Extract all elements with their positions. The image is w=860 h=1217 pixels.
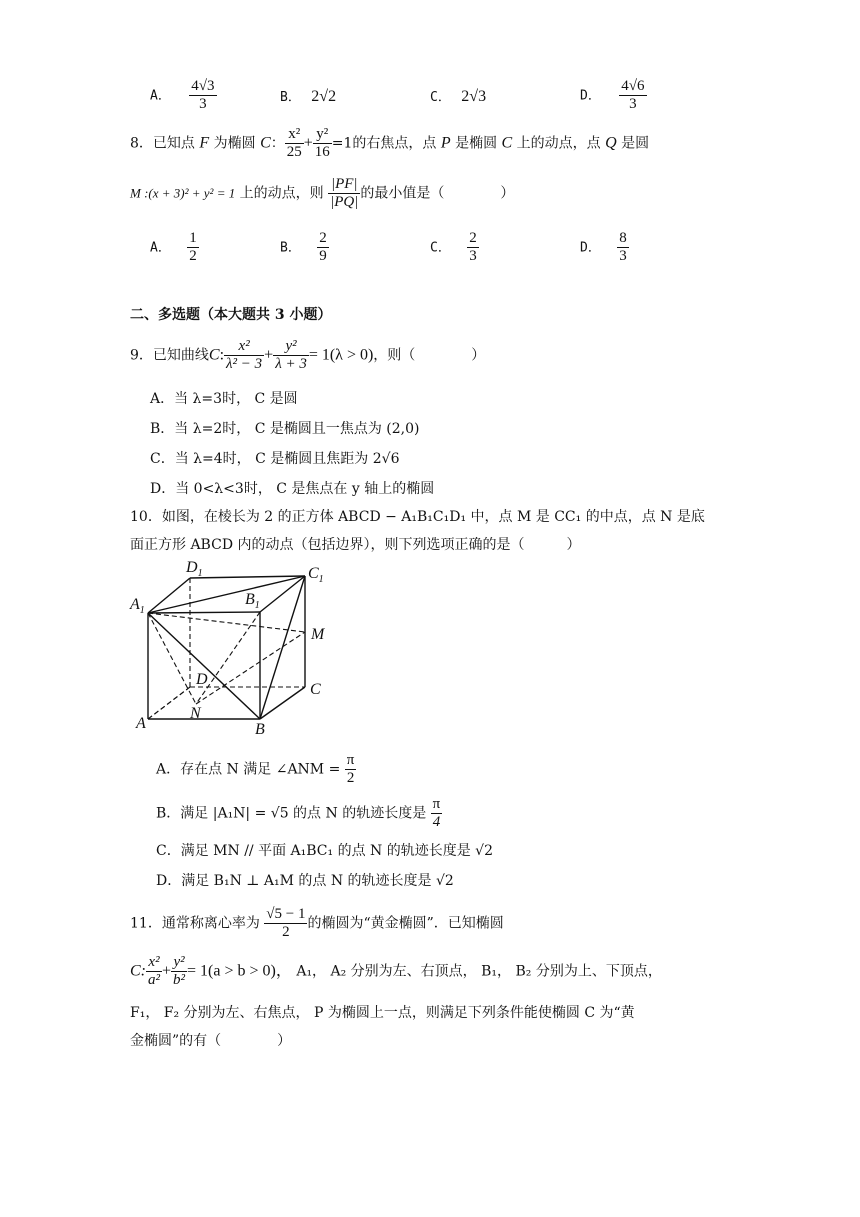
q9-x-num: x²: [224, 338, 264, 356]
q8-d-frac: [617, 230, 629, 265]
q10-a-num: π: [346, 752, 355, 768]
q11-x-den: a²: [148, 972, 160, 988]
q9-y-frac: [273, 338, 309, 373]
q8-t6: 上的动点，则: [239, 185, 324, 202]
q8-y-frac: [313, 126, 332, 161]
q7-option-a: [150, 78, 217, 113]
label-m: M: [311, 626, 325, 643]
q8-a-num: 1: [189, 230, 197, 246]
q11-line1: [130, 906, 504, 941]
q10-option-a: [156, 752, 356, 787]
q11-line4: 金椭圆”的有（ ）: [130, 1033, 292, 1049]
q10-b-den: 4: [432, 814, 441, 830]
edge-d1c1: [190, 576, 305, 578]
q8-p: P: [440, 134, 451, 152]
q8-ratio: [328, 176, 360, 211]
hidden-an: [148, 687, 190, 719]
q8-t3: 是椭圆: [455, 135, 498, 152]
q10-option-b: [156, 796, 442, 831]
label-a: A: [136, 715, 146, 732]
q8-t7: 的最小值是（ ）: [360, 185, 515, 202]
q10-b-text: B．满足 |A₁N| = √5 的点 N 的轨迹长度是: [156, 805, 427, 822]
q9-option-d: D．当 0<λ<3时， C 是焦点在 y 轴上的椭圆: [150, 481, 435, 497]
q8-option-c: [430, 230, 479, 265]
q8-circle-eq: M :(x + 3)² + y² = 1: [130, 185, 236, 201]
q11-line2: C: $\frac{\text{x²}}{\text{a²}}$ + $\frac{\text{y²}}{\text{b²}}$ = 1(a > b > 0)， A₁， A₂ 分别为左、右顶点， B₁， B₂ 分别为上、下顶点，: [130, 954, 662, 988]
q11-y-frac: [171, 954, 187, 989]
q8-b-num: 2: [319, 230, 327, 246]
label-c: C: [310, 681, 321, 698]
q7-d-den: 3: [629, 96, 637, 112]
q8-a-frac: [187, 230, 199, 265]
q8-c-num: 2: [469, 230, 477, 246]
q11-x-frac: [146, 954, 162, 989]
q8-x-den: 25: [286, 144, 302, 160]
q7-option-d: [580, 78, 647, 113]
label-b: B: [255, 721, 265, 738]
q9-y-num: y²: [273, 338, 309, 356]
q8-t2: =1的右焦点，点: [331, 135, 437, 152]
q8-c2: C: [501, 134, 513, 152]
q8-t5: 是圆: [621, 135, 650, 152]
q9-option-c: C．当 λ=4时， C 是椭圆且焦距为 2√6: [150, 451, 400, 467]
q8-c-den: 3: [469, 248, 477, 264]
q8-ratio-den: |PQ|: [330, 194, 359, 210]
q7-option-a-label: A．: [150, 88, 171, 104]
q8-c-label: C．: [430, 240, 451, 256]
q8-prefix: 8．已知点: [130, 135, 195, 152]
diag-bc1: [260, 576, 305, 719]
q7-option-d-label: D．: [580, 88, 601, 104]
q7-option-c-label: C．: [430, 90, 451, 105]
q11-t2: A₁， A₂ 分别为左、右顶点，: [296, 963, 477, 980]
label-d1: $D_1$: [186, 559, 203, 579]
q8-x-frac: [285, 126, 304, 161]
q8-f: F: [199, 134, 210, 152]
q11-x-num: x²: [146, 954, 162, 972]
q7-option-b-value: 2√2: [311, 88, 337, 105]
q11-t1: 的椭圆为“黄金椭圆”．已知椭圆: [307, 915, 504, 932]
q8-option-a: [150, 230, 199, 265]
q8-d-label: D．: [580, 240, 601, 256]
q8-c-frac: [467, 230, 479, 265]
q10-b-frac: [431, 796, 443, 831]
q8-d-num: 8: [619, 230, 627, 246]
q8-b-den: 9: [319, 248, 327, 264]
q7-option-b: [280, 86, 336, 106]
label-d: D: [196, 671, 208, 688]
hidden-a1m: [148, 613, 305, 632]
q9-tail: ，则（ ）: [373, 347, 486, 364]
q11-line3: F₁， F₂ 分别为左、右焦点， P 为椭圆上一点，则满足下列条件能使椭圆 C 为“黄: [130, 1005, 635, 1021]
q11-y-den: b²: [173, 972, 186, 988]
label-a1: $A_1$: [130, 596, 145, 616]
q9-option-b: B．当 λ=2时， C 是椭圆且一焦点为 (2,0): [150, 421, 420, 437]
q10-line2: 面正方形 ABCD 内的动点（包括边界），则下列选项正确的是（ ）: [130, 537, 581, 553]
q11-e-den: 2: [282, 924, 290, 940]
q7-option-b-label: B．: [280, 90, 301, 105]
edge-bc: [260, 687, 305, 719]
q9-prefix: 9．已知曲线: [130, 347, 209, 364]
section-heading: 二、多选题（本大题共 3 小题）: [130, 307, 332, 323]
q10-a-text: A．存在点 N 满足 ∠ANM =: [156, 761, 341, 778]
label-n: N: [190, 705, 201, 722]
q11-c: C:: [130, 962, 146, 980]
q10-b-num: π: [432, 796, 441, 812]
q7-option-c-value: 2√3: [461, 88, 487, 105]
hidden-b1n: [196, 612, 260, 704]
diag-a1b: [148, 613, 260, 719]
q8-x-num: x²: [285, 126, 304, 144]
q11-prefix: 11．通常称离心率为: [130, 915, 260, 932]
q7-a-num: 4√3: [191, 78, 215, 94]
q11-y-num: y²: [171, 954, 187, 972]
q8-y-den: 16: [314, 144, 330, 160]
q8-b-frac: [317, 230, 329, 265]
q8-option-b: [280, 230, 329, 265]
q11-e-frac: [264, 906, 307, 941]
q9-rhs: = 1(λ > 0): [308, 346, 374, 364]
q8-d-den: 3: [619, 248, 627, 264]
q8-a-label: A．: [150, 240, 171, 256]
q9-colon: :: [219, 346, 225, 364]
q9-option-a: A．当 λ=3时， C 是圆: [150, 391, 298, 407]
q10-option-c: C．满足 MN // 平面 A₁BC₁ 的点 N 的轨迹长度是 √2: [156, 843, 494, 859]
q8-t4: 上的动点，点: [516, 135, 601, 152]
label-b1: $B_1$: [245, 591, 260, 611]
q8-y-num: y²: [313, 126, 332, 144]
q7-d-num: 4√6: [621, 78, 645, 94]
q9-y-den: λ + 3: [275, 356, 307, 372]
q10-a-frac: [345, 752, 357, 787]
q7-option-a-fraction: [189, 78, 216, 113]
q7-option-d-fraction: [619, 78, 646, 113]
cube-figure: [128, 556, 338, 738]
q9-c: C: [208, 346, 220, 364]
q8-b-label: B．: [280, 240, 301, 256]
hidden-a1n: [148, 613, 196, 704]
q10-option-d: D．满足 B₁N ⊥ A₁M 的点 N 的轨迹长度是 √2: [156, 873, 454, 889]
q10-line1: 10．如图，在棱长为 2 的正方体 ABCD − A₁B₁C₁D₁ 中，点 M 是 CC₁ 的中点，点 N 是底: [130, 509, 705, 525]
q8-colon: ：: [270, 135, 285, 152]
edge-a1b1: [148, 612, 260, 613]
q10-a-den: 2: [346, 770, 355, 786]
q8-c: C: [260, 134, 271, 152]
q8-line1: 8．已知点 F 为椭圆 C： $\frac{\text{x²}}{25}$ + $\frac{\text{y²}}{16}$ =1的右焦点，点 P 是椭圆 C 上的动点，点 Q 是圆: [130, 126, 650, 160]
q7-a-den: 3: [199, 96, 207, 112]
q8-line2: [130, 176, 514, 211]
q8-option-d: [580, 230, 629, 265]
q8-q: Q: [605, 134, 617, 152]
q11-e-num: √5 − 1: [266, 906, 306, 922]
q8-a-den: 2: [189, 248, 197, 264]
q9-stem: 9．已知曲线C: $\frac{\text{x²}}{\text{λ² − 3}}$ + $\frac{\text{y²}}{\lambda + 3}$ = 1(λ > 0)，则（ ）: [130, 338, 486, 372]
q11-t3: B₁， B₂ 分别为上、下顶点，: [481, 963, 662, 980]
q9-x-frac: [224, 338, 264, 373]
q11-rhs: = 1(a > b > 0)，: [187, 962, 292, 980]
q8-ratio-num: |PF|: [328, 176, 360, 194]
q8-t1: 为椭圆: [213, 135, 256, 152]
q7-option-c: [430, 86, 486, 106]
q9-x-den: λ² − 3: [226, 356, 263, 372]
hidden-nm: [196, 632, 305, 704]
label-c1: $C_1$: [308, 565, 324, 585]
